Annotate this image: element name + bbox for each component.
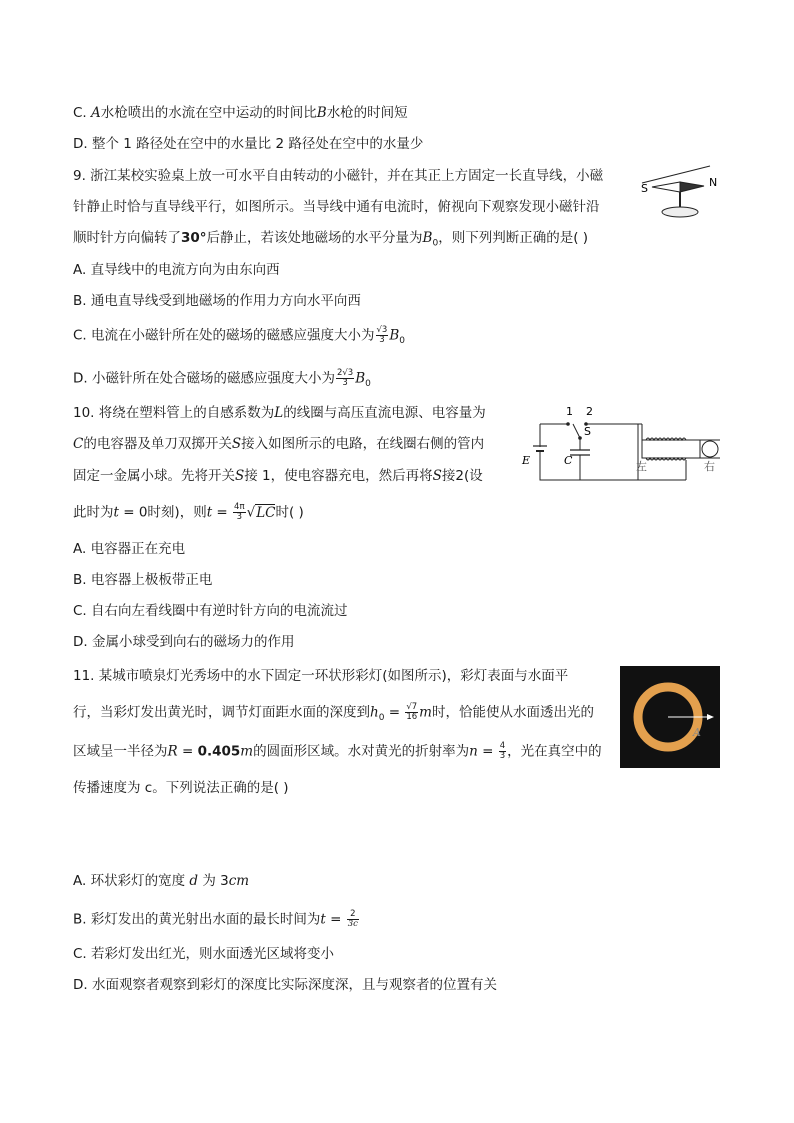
needle-s [652,182,680,192]
var-h: h [370,704,379,721]
q10-stem-line3 [73,467,483,485]
denominator: 3 [379,335,385,345]
var-s: S [235,468,245,484]
label-n: N [709,176,718,189]
numerator: √3 [376,325,388,335]
text: 为 3 [198,873,229,889]
q11-option-b [73,910,360,929]
switch-contact-1 [566,422,570,426]
text: 的线圈与高压直流电源、电容量为 [283,405,486,421]
q9-option-d [73,369,371,393]
q10-stem-line4 [73,503,304,522]
circuit-figure [518,402,723,484]
switch-blade [573,424,580,438]
text: = [325,911,346,928]
label-left: 左 [636,460,647,473]
ring-light-figure [620,666,720,768]
text: D. 小磁针所在处合磁场的磁感应强度大小为 [73,370,335,387]
fraction [405,703,418,722]
numerator: √7 [406,702,418,712]
unit-m: m [419,704,432,721]
q8-option-c [73,104,408,122]
denominator: 16 [406,712,418,722]
var-s: S [432,468,442,484]
q10-stem-line1 [73,404,486,422]
numerator: 2 [347,910,359,920]
q9-option-a: A. 直导线中的电流方向为由东向西 [73,262,280,278]
var-b: B [422,230,433,246]
text: 此时为 [73,504,114,521]
var-t: t [113,504,119,521]
text: C. [73,105,92,121]
text: 水枪喷出的水流在空中运动的时间比 [100,105,317,121]
text: 时刻)，则 [147,504,207,521]
label-e: E [522,454,531,467]
text: = [212,504,233,521]
subscript: 0 [378,713,385,724]
var-n: n [469,743,478,760]
subscript: 0 [365,379,371,390]
var-l: L [274,405,284,421]
label-a: A [693,726,701,739]
text: 顺时针方向偏转了 [73,230,181,246]
var-a: A [91,105,101,121]
sqrt-sign: √ [246,504,256,521]
var-t: t [320,911,326,928]
q9-stem-line2: 针静止时恰与直导线平行，如图所示。当导线中通有电流时，俯视向下观察发现小磁针沿 [73,199,600,215]
wire-line [642,166,710,183]
q11-option-d: D. 水面观察者观察到彩灯的深度比实际深度深，且与观察者的位置有关 [73,977,497,993]
denominator: 3 [236,512,243,522]
text: 10. 将绕在塑料管上的自感系数为 [73,405,275,421]
text: 时，恰能使从水面透出光的 [431,704,594,721]
text: ，光在真空中的 [507,743,602,760]
denominator: 3 [499,751,506,761]
text: A. 环状彩灯的宽度 [73,873,190,889]
q9-stem-line1: 9. 浙江某校实验桌上放一可水平自由转动的小磁针，并在其正上方固定一长直导线，小磁 [73,168,604,184]
subscript: 0 [399,336,405,347]
fraction [499,742,506,761]
plastic-tube [642,440,700,458]
text: 水枪的时间短 [326,105,408,121]
sqrt-lc: LC [256,504,276,521]
var-r: R [167,743,178,760]
fraction [347,910,359,929]
text: 行，当彩灯发出黄光时，调节灯面距水面的深度到 [73,704,370,721]
q9-option-b: B. 通电直导线受到地磁场的作用力方向水平向西 [73,293,361,309]
value: 0.405 [197,743,241,760]
wire [642,424,644,442]
base [662,207,698,217]
text: 的电容器及单刀双掷开关 [83,436,232,452]
text: = [384,704,405,721]
var-b: B [389,327,400,344]
numerator: 2√3 [336,368,354,378]
q10-option-c: C. 自右向左看线圈中有逆时针方向的电流流过 [73,603,348,619]
compass-figure [636,163,728,225]
text: = 0 [118,504,148,521]
var-c: C [73,436,84,452]
q10-option-d: D. 金属小球受到向右的磁场力的作用 [73,634,295,650]
q9-stem-line3 [73,229,588,253]
unit-m: m [240,743,254,760]
text: ，则下列判断正确的是( ) [438,230,589,246]
q11-stem-line3 [73,742,602,761]
denominator: 3 [342,378,348,388]
numerator: 4 [499,741,506,751]
denominator: 3c [347,919,358,929]
text: C. 电流在小磁针所在处的磁场的磁感应强度大小为 [73,327,375,344]
text: 时( ) [275,504,304,521]
label-1: 1 [566,405,573,418]
label-s: S [584,425,591,438]
text: 接入如图所示的电路，在线圈右侧的管内 [241,436,485,452]
label-2: 2 [586,405,593,418]
text: 区域呈一半径为 [73,743,168,760]
q8-option-d: D. 整个 1 路径处在空中的水量比 2 路径处在空中的水量少 [73,136,424,152]
label-right: 右 [704,460,715,473]
q10-stem-line2 [73,435,484,453]
q11-stem-line2 [73,703,594,727]
subscript: 0 [432,238,439,249]
var-t: t [206,504,213,521]
q11-stem-line1: 11. 某城市喷泉灯光秀场中的水下固定一环状形彩灯(如图所示)，彩灯表面与水面平 [73,668,569,684]
label-s: S [641,182,648,195]
var-b: B [316,105,327,121]
text: = [177,743,198,760]
numerator: 4π [234,502,245,512]
text: 的圆面形区域。水对黄光的折射率为 [253,743,470,760]
q10-option-a: A. 电容器正在充电 [73,541,186,557]
text: 固定一金属小球。先将开关 [73,468,235,484]
text: 接2(设 [441,468,483,484]
var-d: d [189,873,199,889]
metal-ball [702,441,718,457]
text: 后静止，若该处地磁场的水平分量为 [206,230,423,246]
angle: 30° [181,230,207,246]
var-b: B [355,370,366,387]
fraction [233,503,246,522]
q11-stem-line4: 传播速度为 c。下列说法正确的是( ) [73,780,289,796]
q11-option-a [73,872,249,890]
unit-cm: cm [228,873,250,889]
label-c: C [564,454,573,467]
text: = [477,743,498,760]
q11-option-c: C. 若彩灯发出红光，则水面透光区域将变小 [73,946,335,962]
q9-option-c [73,326,405,350]
gap [538,447,542,450]
fraction [336,369,354,388]
text: 接 1，使电容器充电，然后再将 [244,468,433,484]
q10-option-b: B. 电容器上极板带正电 [73,572,213,588]
text: B. 彩灯发出的黄光射出水面的最长时间为 [73,911,321,928]
fraction [376,326,389,345]
needle-n [680,182,704,192]
var-s: S [231,436,242,452]
